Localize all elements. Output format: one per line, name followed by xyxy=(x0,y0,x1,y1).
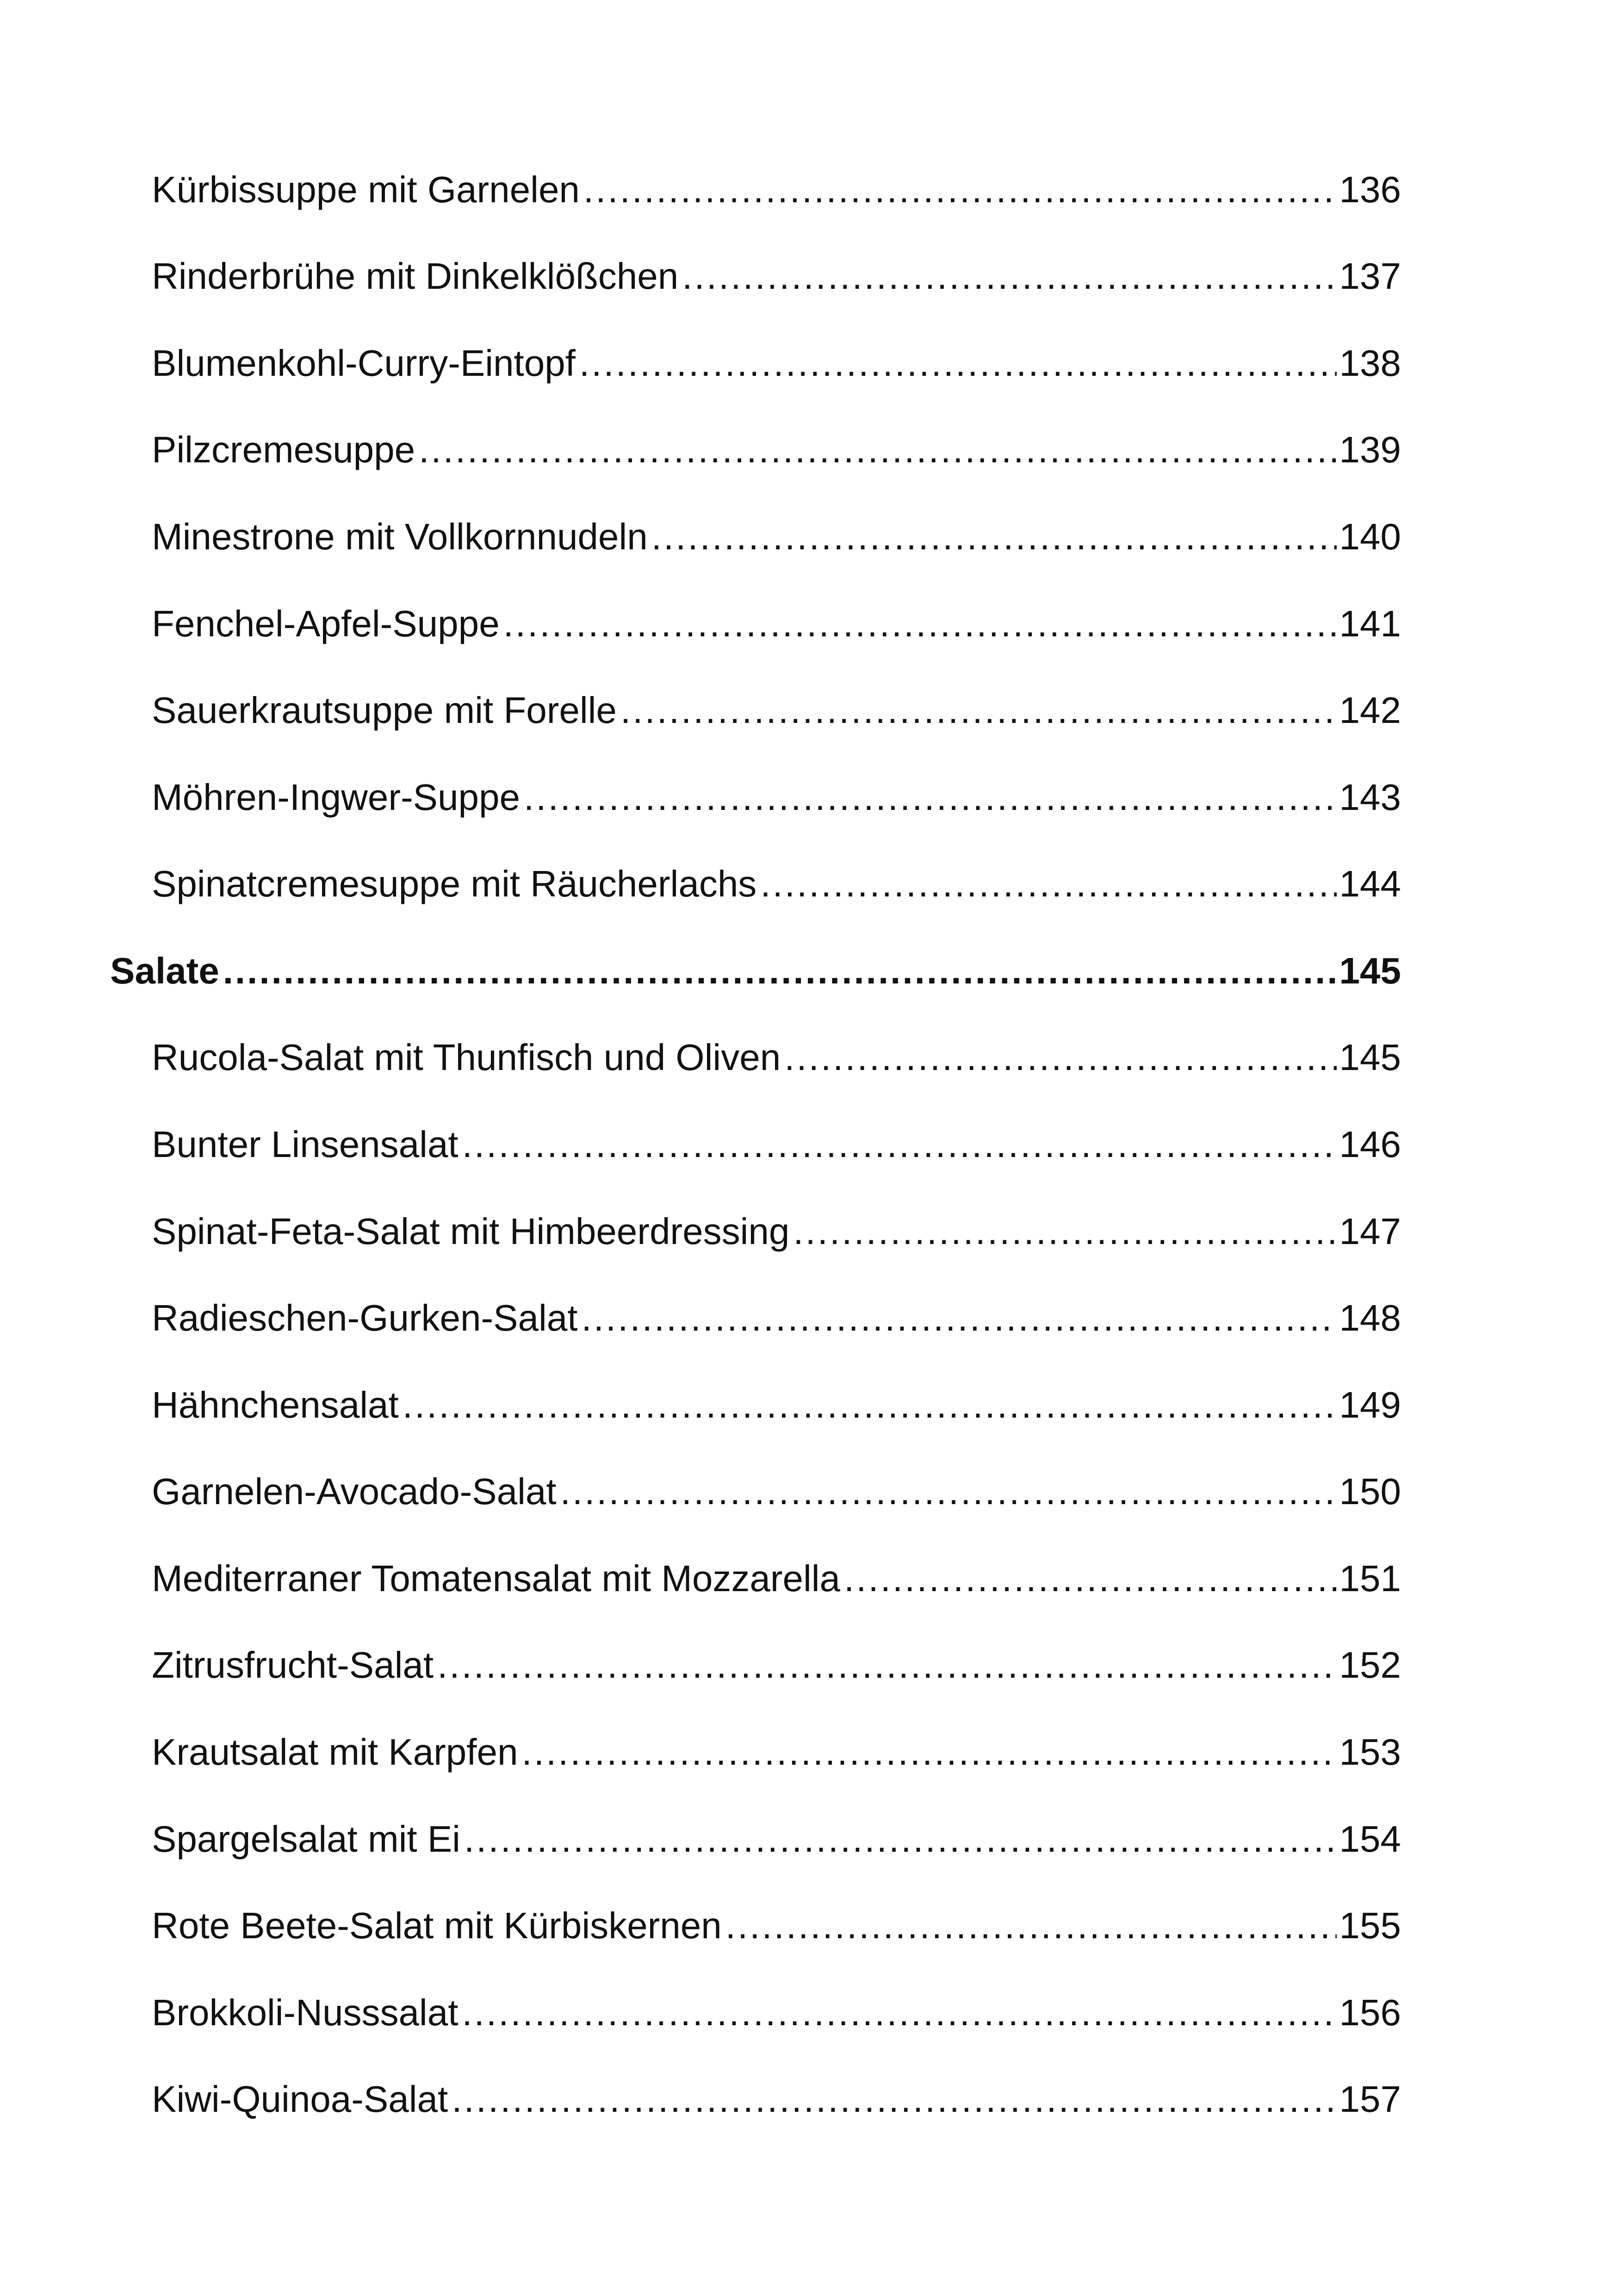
toc-dot-leader xyxy=(793,1213,1336,1250)
toc-dot-leader xyxy=(682,258,1336,295)
toc-dot-leader xyxy=(760,865,1336,902)
toc-entry-title: Bunter Linsensalat xyxy=(152,1124,459,1165)
toc-entry-title: Mediterraner Tomatensalat mit Mozzarella xyxy=(152,1558,841,1599)
toc-entry xyxy=(152,171,1401,208)
toc-entry-title: Spargelsalat mit Ei xyxy=(152,1818,460,1860)
toc-entry xyxy=(152,1297,1401,1338)
toc-entry xyxy=(152,1644,1401,1686)
toc-dot-leader xyxy=(784,1039,1336,1076)
toc-entry-page: 151 xyxy=(1339,1558,1401,1599)
toc-dot-leader xyxy=(452,2081,1336,2118)
toc-entry-title: Zitrusfrucht-Salat xyxy=(152,1644,434,1686)
toc-entry xyxy=(152,342,1401,384)
toc-entry-title: Rinderbrühe mit Dinkelklößchen xyxy=(152,255,679,297)
toc-entry-page: 136 xyxy=(1339,169,1401,210)
toc-dot-leader xyxy=(651,518,1337,555)
toc-entry-title: Fenchel-Apfel-Suppe xyxy=(152,603,500,644)
toc-entry-page: 144 xyxy=(1339,863,1401,904)
toc-entry-page: 155 xyxy=(1339,1905,1401,1946)
toc-entry-page: 140 xyxy=(1339,516,1401,557)
toc-entry-page: 148 xyxy=(1339,1297,1401,1338)
toc-dot-leader xyxy=(521,1734,1336,1771)
toc-entry-page: 153 xyxy=(1339,1731,1401,1773)
toc-entry-title: Brokkoli-Nusssalat xyxy=(152,1992,459,2033)
toc-dot-leader xyxy=(503,605,1337,642)
toc-entry xyxy=(152,692,1401,729)
toc-entry xyxy=(152,1907,1401,1944)
toc-entry-title: Krautsalat mit Karpfen xyxy=(152,1731,518,1773)
toc-entry-page: 139 xyxy=(1339,429,1401,470)
toc-entry xyxy=(152,431,1401,468)
toc-entry xyxy=(152,255,1401,297)
toc-entry xyxy=(152,1818,1401,1860)
toc-dot-leader xyxy=(223,952,1337,989)
toc-entry-title: Kiwi-Quinoa-Salat xyxy=(152,2078,448,2120)
toc-dot-leader xyxy=(403,1387,1337,1424)
toc-entry xyxy=(152,518,1401,555)
toc-entry-title: Spinatcremesuppe mit Räucherlachs xyxy=(152,863,757,904)
toc-entry-title: Pilzcremesuppe xyxy=(152,429,415,470)
toc-entry xyxy=(152,1731,1401,1773)
toc-dot-leader xyxy=(581,1300,1336,1337)
toc-section-title: Salate xyxy=(110,950,219,991)
toc-entry xyxy=(152,605,1401,642)
toc-entry-title: Minestrone mit Vollkornnudeln xyxy=(152,516,648,557)
toc-dot-leader xyxy=(419,431,1336,468)
toc-entry-page: 156 xyxy=(1339,1992,1401,2033)
toc-entry-title: Rote Beete-Salat mit Kürbiskernen xyxy=(152,1905,722,1946)
toc-entry xyxy=(152,1473,1401,1510)
toc-entry-title: Möhren-Ingwer-Suppe xyxy=(152,777,520,818)
toc-entry-page: 142 xyxy=(1339,690,1401,731)
toc-entry-title: Spinat-Feta-Salat mit Himbeerdressing xyxy=(152,1211,790,1252)
toc-entry-page: 147 xyxy=(1339,1211,1401,1252)
toc-dot-leader xyxy=(462,1994,1336,2031)
toc-entry-page: 145 xyxy=(1339,1037,1401,1078)
toc-entry-page: 141 xyxy=(1339,603,1401,644)
toc-dot-leader xyxy=(560,1473,1337,1510)
toc-entry xyxy=(152,2078,1401,2120)
toc-entry-page: 138 xyxy=(1339,342,1401,384)
toc-entry xyxy=(152,779,1401,816)
toc-entry-title: Rucola-Salat mit Thunfisch und Oliven xyxy=(152,1037,781,1078)
toc-entry-page: 154 xyxy=(1339,1818,1401,1860)
toc-dot-leader xyxy=(464,1821,1337,1858)
toc-dot-leader xyxy=(844,1560,1337,1597)
toc-entry-page: 146 xyxy=(1339,1124,1401,1165)
toc-entry-title: Sauerkrautsuppe mit Forelle xyxy=(152,690,617,731)
toc-entry-page: 150 xyxy=(1339,1471,1401,1512)
toc-entry xyxy=(152,1039,1401,1076)
toc-entry-page: 137 xyxy=(1339,255,1401,297)
toc-entry-title: Radieschen-Gurken-Salat xyxy=(152,1297,578,1338)
toc-entry xyxy=(152,1213,1401,1250)
toc-entry-page: 149 xyxy=(1339,1384,1401,1425)
toc-entry xyxy=(152,1384,1401,1425)
toc-entry-page: 143 xyxy=(1339,777,1401,818)
toc-section-page: 145 xyxy=(1339,950,1401,991)
toc-dot-leader xyxy=(583,171,1337,208)
toc-section-heading xyxy=(110,952,1401,989)
toc-dot-leader xyxy=(437,1647,1336,1684)
toc-entry xyxy=(152,865,1401,902)
toc-dot-leader xyxy=(725,1907,1337,1944)
toc-entry xyxy=(152,1560,1401,1597)
toc-entry-title: Kürbissuppe mit Garnelen xyxy=(152,169,580,210)
toc-entry xyxy=(152,1126,1401,1163)
toc-entry-page: 157 xyxy=(1339,2078,1401,2120)
toc-dot-leader xyxy=(524,779,1337,816)
toc-entry-title: Hähnchensalat xyxy=(152,1384,399,1425)
toc-dot-leader xyxy=(579,345,1337,382)
toc-entry xyxy=(152,1994,1401,2031)
toc-dot-leader xyxy=(462,1126,1337,1163)
toc-dot-leader xyxy=(620,692,1337,729)
toc-entry-page: 152 xyxy=(1339,1644,1401,1686)
toc-entry-title: Blumenkohl-Curry-Eintopf xyxy=(152,342,576,384)
toc-entry-title: Garnelen-Avocado-Salat xyxy=(152,1471,557,1512)
